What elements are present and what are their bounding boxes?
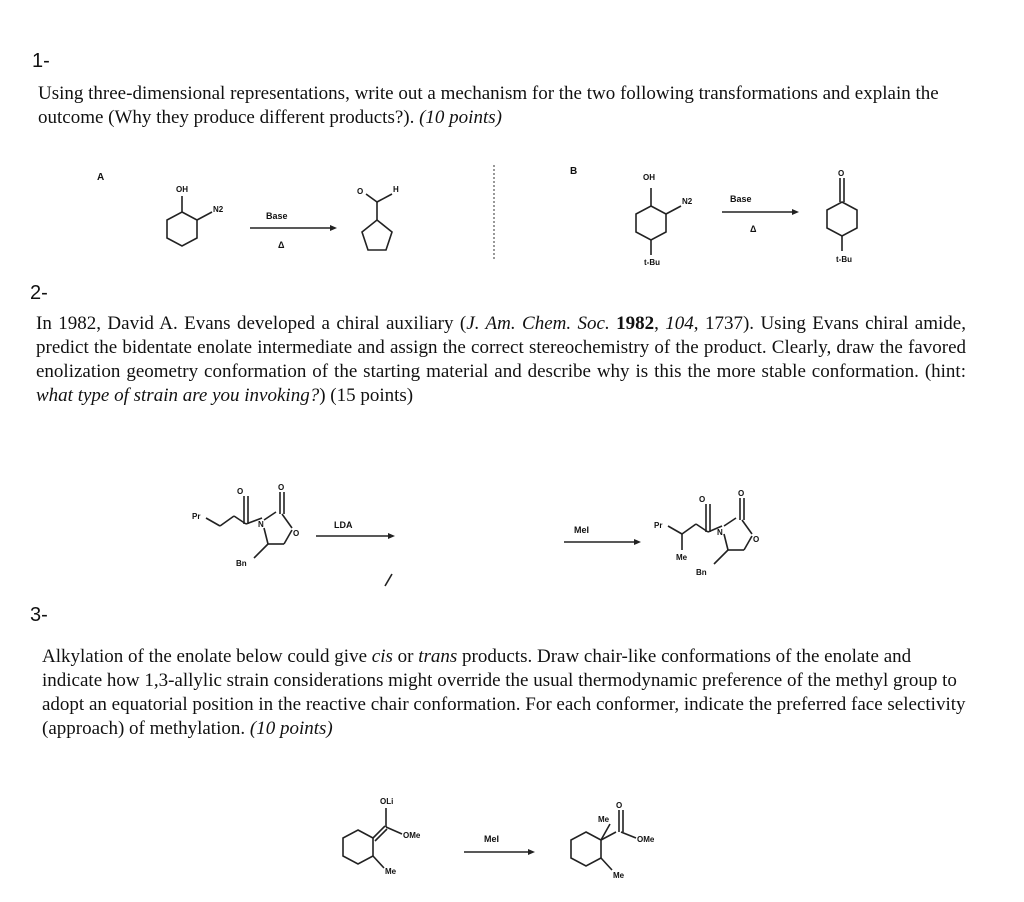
q2-hint: what type of strain are you invoking? (36, 385, 320, 406)
scheme-a-label: A (97, 172, 105, 183)
question-3-text (42, 645, 967, 741)
scheme-a-oh: OH (176, 185, 188, 194)
q2-n2: N (717, 528, 723, 537)
scheme-a-h: H (393, 185, 399, 194)
q3-points: (10 points) (249, 718, 333, 739)
q3-me-sm: Me (385, 867, 397, 876)
q3-reagent: MeI (484, 834, 500, 844)
q2-points: ) (15 points) (319, 385, 414, 406)
q2-pr-product: Pr (654, 521, 663, 530)
question-3-number-text: 3- (30, 604, 48, 626)
q2-bn-sm: Bn (236, 559, 247, 568)
cyclohexanol-diazo-a (167, 196, 212, 246)
q2-o-ring: O (293, 529, 300, 538)
stray-mark (385, 574, 392, 586)
scheme-b-tbu-product: t-Bu (836, 255, 852, 264)
q3-text-1: Alkylation of the enolate below could give (42, 646, 372, 667)
q3-o: O (616, 801, 623, 810)
q2-text-1: In 1982, David A. Evans developed a chiral auxiliary ( (36, 313, 467, 334)
q3-me-alpha: Me (598, 815, 610, 824)
q2-o2: O (278, 483, 285, 492)
scheme-2 (0, 478, 1024, 618)
question-1-points: (10 points) (419, 107, 502, 128)
scheme-b-reagent: Base (730, 194, 752, 204)
question-1-text (38, 82, 968, 130)
scheme-a-n2: N2 (213, 205, 224, 214)
q2-bn-product: Bn (696, 568, 707, 577)
q2-journal: J. Am. Chem. Soc. (466, 313, 610, 334)
q2-o3: O (699, 495, 706, 504)
cyclopentanecarbaldehyde (362, 194, 392, 250)
q3-text-3: products. Draw chair-like conformations of the enolate and indicate how 1,3-allylic strain considerations might override the usual thermodynamic preference of the methyl group to adopt an equatorial position in the reactive chair conformation. For each conformer, indicate the preferred face selectivity (approach) of methylation. (42, 646, 966, 739)
q2-volume: 104 (665, 313, 694, 334)
4-tert-butylcyclohexanone (827, 178, 857, 251)
q2-o1: O (237, 487, 244, 496)
q3-cis: cis (371, 646, 393, 667)
q2-o-ring2: O (753, 535, 760, 544)
question-3-number (30, 604, 48, 627)
q2-pr-sm: Pr (192, 512, 201, 521)
scheme-3 (0, 782, 1024, 902)
scheme-b-oh: OH (643, 173, 655, 182)
evans-amide-sm (206, 492, 292, 558)
q2-reagent-mei: MeI (574, 525, 590, 535)
q2-year: 1982 (616, 313, 655, 334)
question-2-number: 2- (30, 282, 48, 304)
q2-o4: O (738, 489, 745, 498)
q3-oli: OLi (380, 797, 394, 806)
q2-me: Me (676, 553, 688, 562)
scheme-a-reagent: Base (266, 211, 288, 221)
q2-n: N (258, 520, 264, 529)
q2-pages-text: , 1737). Using Evans chiral amide, predict the bidentate enolate intermediate and assign the correct stereochemistry of the product. Clearly, draw the favored enolization geometry conformation of the starting material and describe why is this the more stable conformation. (hint: (36, 313, 966, 382)
scheme-b-condition: Δ (750, 224, 757, 234)
q3-text-2: or (392, 646, 419, 667)
scheme-b-tbu-sm: t-Bu (644, 258, 660, 267)
question-1-body: Using three-dimensional representations, write out a mechanism for the two following transformations and explain the outcome (Why they produce different products?). (38, 83, 939, 128)
question-2-text: In 1982, David A. Evans developed a chiral auxiliary (J. Am. Chem. Soc. 1982, 104, 1737). Using Evans chiral amide, predict the bidentate enolate intermediate and assign the correct stereochemistry of the product. Clearly, draw the favored enolization geometry conformation of the starting material and describe why is this the more stable conformation. (hint: what type of strain are you invoking?) (15 points) (36, 313, 966, 406)
scheme-b-n2: N2 (682, 197, 693, 206)
q2-reagent-lda: LDA (334, 520, 353, 530)
q3-me-product: Me (613, 871, 625, 880)
lithium-enolate (343, 808, 402, 868)
scheme-b-label: B (570, 166, 578, 177)
q3-ome-product: OMe (637, 835, 655, 844)
scheme-a-o: O (357, 187, 364, 196)
q3-ome-sm: OMe (403, 831, 421, 840)
q3-trans: trans (418, 646, 458, 667)
question-1-number: 1- (32, 50, 50, 72)
cyclohexanol-diazo-b (636, 188, 681, 255)
scheme-a-condition: Δ (278, 240, 285, 250)
scheme-b-o: O (838, 169, 845, 178)
